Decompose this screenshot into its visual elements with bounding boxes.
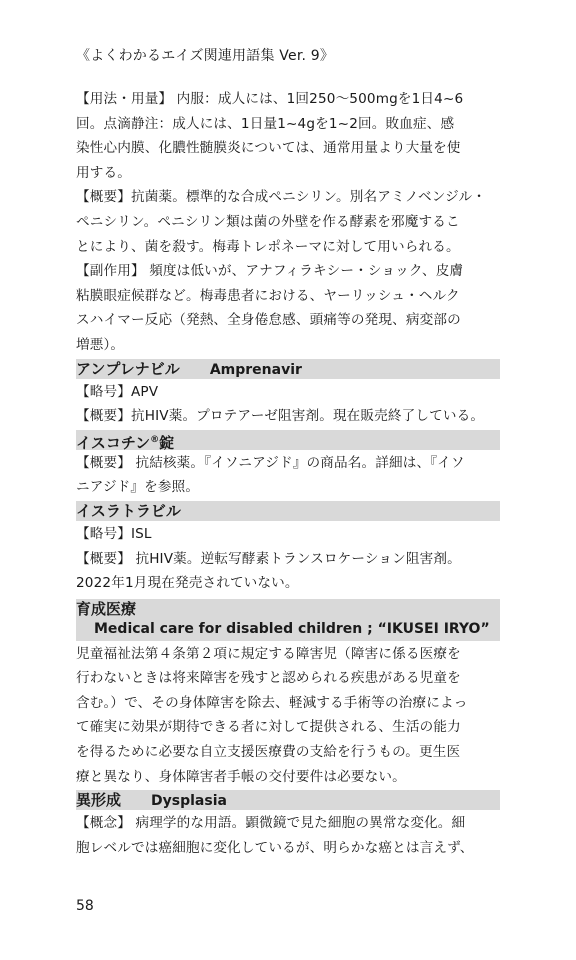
entry-heading-iscotin	[76, 430, 500, 450]
term-en: Amprenavir	[209, 361, 302, 378]
text-line: 【概要】 抗結核薬。『イソニアジド』の商品名。詳細は、『イソ	[76, 454, 465, 471]
text-line: 2022年1月現在発売されていない。	[76, 575, 299, 592]
term-ja: イスコチン	[76, 433, 151, 452]
text-line: 療と異なり、身体障害者手帳の交付要件は必要ない。	[76, 768, 406, 785]
text-line: 含む。）で、その身体障害を除去、軽減する手術等の治療によっ	[76, 694, 468, 711]
entry-heading-dysplasia	[76, 790, 500, 810]
text-line: ペニシリン。ペニシリン類は菌の外壁を作る酵素を邪魔するこ	[76, 213, 460, 230]
registered-mark: ®	[150, 434, 160, 445]
text-line: 行わないときは将来障害を残すと認められる疾患がある児童を	[76, 670, 461, 687]
text-line: 増悪）。	[76, 336, 125, 353]
text-line: ニアジド』を参照。	[76, 479, 200, 496]
text-line: 【略号】APV	[76, 383, 159, 400]
intro-paragraph	[76, 87, 500, 358]
text-line: 【概要】 抗HIV薬。逆転写酵素トランスロケーション阻害剤。	[76, 550, 461, 567]
term-en: Medical care for disabled children ; “IKUSEI IRYO”	[94, 620, 490, 637]
text-line: スハイマー反応（発熱、全身倦怠感、頭痛等の発現、病変部の	[76, 312, 461, 329]
term-ja: イスラトラビル	[76, 501, 181, 520]
text-line: 【概要】抗HIV薬。プロテアーゼ阻害剤。現在販売終了している。	[76, 408, 485, 425]
term-ja: アンプレナビル	[76, 359, 180, 378]
text-line: 用する。	[76, 164, 131, 181]
term-suffix: 錠	[159, 433, 175, 452]
text-line: とにより、菌を殺す。梅毒トレポネーマに対して用いられる。	[76, 238, 460, 255]
text-line: 染性心内膜、化膿性髄膜炎については、通常用量より大量を使	[76, 140, 461, 157]
term-ja: 育成医療	[76, 599, 137, 618]
text-line: 【用法・用量】 内服：成人には、1回250～500mgを1日4~6	[76, 91, 464, 107]
page-number: 58	[76, 898, 94, 914]
text-line: 回。点滴静注：成人には、1日量1~4gを1~2回。敗血症、感	[76, 115, 455, 132]
entry-heading-islatravir	[76, 501, 500, 521]
text-line: 【略号】ISL	[76, 525, 152, 542]
text-line: を得るために必要な自立支援医療費の支給を行うもの。更生医	[76, 744, 461, 761]
entry-heading-ikusei	[76, 599, 500, 641]
running-header: 《よくわかるエイズ関連用語集 Ver. 9》	[76, 48, 335, 64]
text-line: て確実に効果が期待できる者に対して提供される、生活の能力	[76, 719, 461, 736]
text-line: 粘膜眼症候群など。梅毒患者における、ヤーリッシュ・ヘルク	[76, 287, 460, 304]
term-en: Dysplasia	[151, 793, 227, 810]
text-line: 【概念】 病理学的な用語。顕微鏡で見た細胞の異常な変化。細	[76, 815, 466, 832]
text-line: 【概要】抗菌薬。標準的な合成ペニシリン。別名アミノベンジル・	[76, 189, 486, 206]
text-line: 胞レベルでは癌細胞に変化しているが、明らかな癌とは言えず、	[76, 839, 474, 856]
entry-heading-amprenavir	[76, 359, 500, 379]
page-content	[76, 87, 500, 860]
text-line: 【副作用】 頻度は低いが、アナフィラキシー・ショック、皮膚	[76, 263, 464, 280]
term-ja: 異形成	[76, 791, 122, 810]
text-line: 児童福祉法第４条第２項に規定する障害児（障害に係る医療を	[76, 645, 461, 662]
